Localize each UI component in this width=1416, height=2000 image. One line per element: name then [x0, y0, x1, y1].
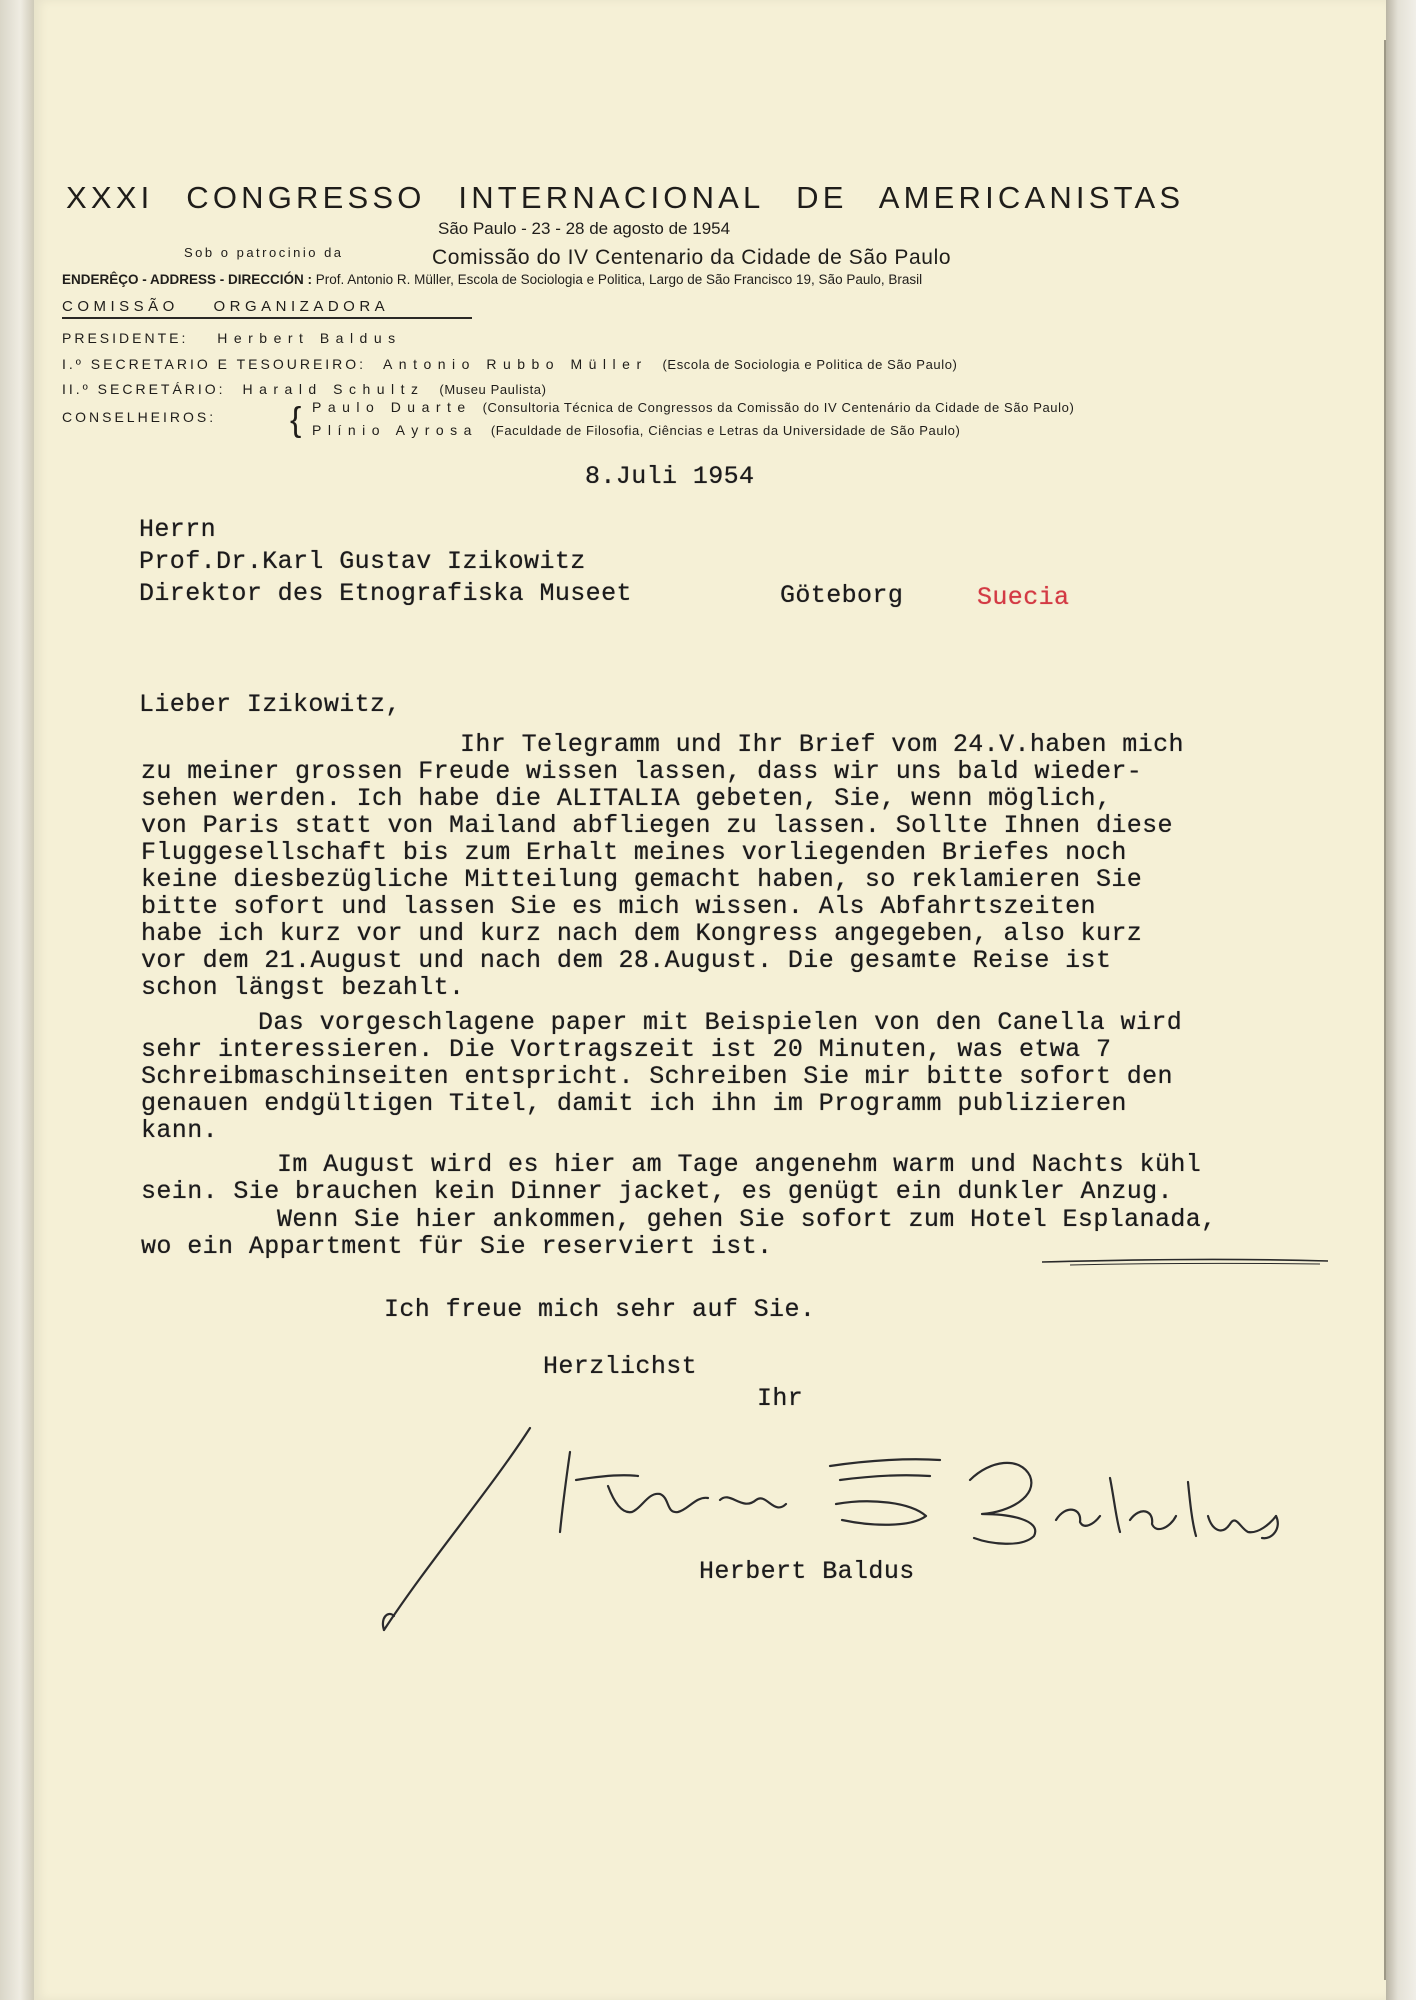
body-line: vor dem 21.August und nach dem 28.August. Die gesamte Reise ist: [141, 946, 1112, 975]
council-label: CONSELHEIROS:: [62, 409, 217, 425]
hand-underline-stroke: [1040, 1252, 1330, 1268]
recipient-name: Prof.Dr.Karl Gustav Izikowitz: [139, 547, 586, 576]
body-line: Fluggesellschaft bis zum Erhalt meines vorliegenden Briefes noch: [141, 838, 1127, 867]
address-label: ENDERÊÇO - ADDRESS - DIRECCIÓN :: [62, 272, 313, 287]
congress-title: XXXI CONGRESSO INTERNACIONAL DE AMERICANISTAS: [66, 180, 1185, 215]
body-line: sehen werden. Ich habe die ALITALIA gebeten, Sie, wenn möglich,: [141, 784, 1112, 813]
patron-label: Sob o patrocinio da: [184, 245, 344, 260]
body-line: Schreibmaschinseiten entspricht. Schreiben Sie mir bitte sofort den: [141, 1062, 1173, 1091]
scan-right-margin: [1386, 0, 1416, 2000]
secretary1-row: [62, 356, 957, 372]
body-line: von Paris statt von Mailand abfliegen zu lassen. Sollte Ihnen diese: [141, 811, 1173, 840]
council1-institution: (Consultoria Técnica de Congressos da Comissão do IV Centenário da Cidade de São Paulo): [482, 400, 1075, 415]
congress-dates: São Paulo - 23 - 28 de agosto de 1954: [438, 219, 731, 238]
closing-line: Ich freue mich sehr auf Sie.: [384, 1295, 816, 1324]
recipient-country: Suecia: [977, 583, 1070, 612]
body-line: Ihr Telegramm und Ihr Brief vom 24.V.haben mich: [460, 730, 1184, 759]
council2-row: [312, 422, 960, 438]
handwritten-signature: [370, 1420, 1290, 1640]
body-line: sein. Sie brauchen kein Dinner jacket, es genügt ein dunkler Anzug.: [141, 1177, 1173, 1206]
council1-row: [312, 399, 1074, 415]
closing-herzlichst: Herzlichst: [543, 1352, 698, 1381]
secretary2-institution: (Museu Paulista): [439, 382, 547, 397]
body-line: Im August wird es hier am Tage angenehm warm und Nachts kühl: [277, 1150, 1202, 1179]
committee-heading: COMISSÃO ORGANIZADORA: [62, 298, 472, 319]
address-line: [62, 272, 922, 287]
secretary1-label: I.º SECRETARIO E TESOUREIRO:: [62, 356, 367, 372]
body-line: kann.: [141, 1116, 219, 1145]
body-line: Wenn Sie hier ankommen, gehen Sie sofort zum Hotel Esplanada,: [277, 1205, 1217, 1234]
secretary2-label: II.º SECRETÁRIO:: [62, 381, 226, 397]
president-label: PRESIDENTE:: [62, 330, 189, 346]
body-line: zu meiner grossen Freude wissen lassen, dass wir uns bald wieder-: [141, 757, 1143, 786]
council1-name: Paulo Duarte: [312, 399, 472, 415]
recipient-position: Direktor des Etnografiska Museet: [139, 579, 632, 608]
scan-left-margin: [0, 0, 34, 2000]
patron-name: Comissão do IV Centenario da Cidade de São Paulo: [432, 246, 952, 269]
council2-name: Plínio Ayrosa: [312, 422, 478, 438]
recipient-salutation: Herrn: [139, 515, 217, 544]
president-name: Herbert Baldus: [217, 330, 402, 346]
secretary1-name: Antonio Rubbo Müller: [382, 356, 648, 372]
address-text: Prof. Antonio R. Müller, Escola de Sociologia e Politica, Largo de São Francisco 19, São Paulo, Brasil: [315, 272, 923, 287]
closing-ihr: Ihr: [757, 1384, 804, 1413]
signer-name: Herbert Baldus: [699, 1557, 915, 1586]
body-line: habe ich kurz vor und kurz nach dem Kongress angegeben, also kurz: [141, 919, 1143, 948]
secretary2-name: Harald Schultz: [242, 381, 425, 397]
body-line: genauen endgültigen Titel, damit ich ihn im Programm publizieren: [141, 1089, 1127, 1118]
body-line: Das vorgeschlagene paper mit Beispielen von den Canella wird: [258, 1008, 1183, 1037]
secretary1-institution: (Escola de Sociologia e Politica de São Paulo): [662, 357, 958, 372]
council-brace: {: [290, 401, 302, 439]
body-line: sehr interessieren. Die Vortragszeit ist 20 Minuten, was etwa 7: [141, 1035, 1112, 1064]
president-row: [62, 330, 402, 346]
body-line: keine diesbezügliche Mitteilung gemacht haben, so reklamieren Sie: [141, 865, 1143, 894]
council2-institution: (Faculdade de Filosofia, Ciências e Letras da Universidade de São Paulo): [490, 423, 961, 438]
secretary2-row: [62, 381, 547, 397]
recipient-city: Göteborg: [780, 581, 904, 610]
letter-date: 8.Juli 1954: [585, 462, 755, 491]
letter-greeting: Lieber Izikowitz,: [139, 690, 401, 719]
body-line: bitte sofort und lassen Sie es mich wissen. Als Abfahrtszeiten: [141, 892, 1096, 921]
body-line: schon längst bezahlt.: [141, 973, 465, 1002]
body-line: wo ein Appartment für Sie reserviert ist.: [141, 1232, 773, 1261]
